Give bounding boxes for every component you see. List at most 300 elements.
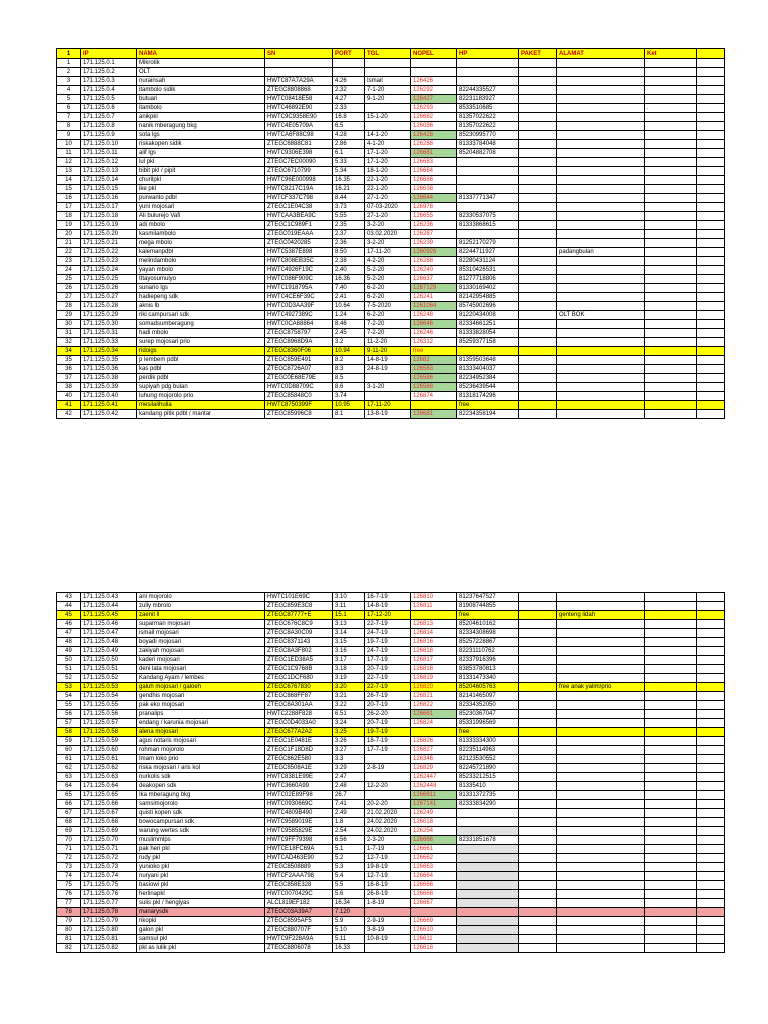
cell-port[interactable]: 2.38 — [333, 257, 365, 266]
cell-ket[interactable] — [645, 95, 697, 104]
cell-extra[interactable] — [697, 77, 725, 86]
cell-nama[interactable]: kandang pitik pdbl / mantar — [137, 410, 265, 419]
cell-no[interactable]: 34 — [57, 347, 81, 356]
cell-no[interactable]: 66 — [57, 800, 81, 809]
cell-no[interactable]: 60 — [57, 746, 81, 755]
cell-port[interactable]: 8.3 — [333, 365, 365, 374]
cell-alamat[interactable] — [557, 176, 645, 185]
cell-nopel[interactable]: 126667 — [411, 899, 457, 908]
cell-nama[interactable]: bibit pkl / pipit — [137, 167, 265, 176]
cell-extra[interactable] — [697, 935, 725, 944]
cell-paket[interactable] — [519, 401, 557, 410]
cell-no[interactable]: 72 — [57, 854, 81, 863]
cell-extra[interactable] — [697, 836, 725, 845]
cell-port[interactable]: 1.8 — [333, 818, 365, 827]
cell-sn[interactable]: ZTEGC8A3F802 — [265, 647, 333, 656]
cell-port[interactable]: 8.2 — [333, 356, 365, 365]
cell-extra[interactable] — [697, 755, 725, 764]
cell-extra[interactable] — [697, 302, 725, 311]
cell-no[interactable]: 42 — [57, 410, 81, 419]
cell-ip[interactable]: 171.125.0.25 — [81, 275, 137, 284]
cell-paket[interactable] — [519, 383, 557, 392]
cell-paket[interactable] — [519, 926, 557, 935]
cell-sn[interactable]: HWTCAD463E90 — [265, 854, 333, 863]
cell-alamat[interactable] — [557, 899, 645, 908]
cell-tgl[interactable]: 17-1-20 — [365, 158, 411, 167]
cell-alamat[interactable] — [557, 773, 645, 782]
cell-ket[interactable] — [645, 809, 697, 818]
cell-paket[interactable] — [519, 311, 557, 320]
cell-nama[interactable]: rohman mojorolo — [137, 746, 265, 755]
cell-ket[interactable] — [645, 374, 697, 383]
cell-port[interactable]: 3.73 — [333, 203, 365, 212]
cell-port[interactable]: 8.5 — [333, 374, 365, 383]
cell-paket[interactable] — [519, 890, 557, 899]
cell-sn[interactable]: ZTEGC85996C8 — [265, 410, 333, 419]
cell-tgl[interactable]: 18-7-19 — [365, 737, 411, 746]
cell-ket[interactable] — [645, 872, 697, 881]
cell-sn[interactable]: HWTC8381E99E — [265, 773, 333, 782]
cell-port[interactable]: 3.26 — [333, 737, 365, 746]
cell-no[interactable]: 32 — [57, 338, 81, 347]
cell-no[interactable]: 53 — [57, 683, 81, 692]
cell-ket[interactable] — [645, 737, 697, 746]
cell-hp[interactable]: 85236439544 — [457, 383, 519, 392]
cell-tgl[interactable]: 16-8-19 — [365, 881, 411, 890]
cell-sn[interactable] — [265, 59, 333, 68]
cell-ket[interactable] — [645, 410, 697, 419]
cell-sn[interactable]: HWTC9C9358E90 — [265, 113, 333, 122]
cell-sn[interactable]: ZTEGC8508889 — [265, 863, 333, 872]
cell-ket[interactable] — [645, 791, 697, 800]
cell-ket[interactable] — [645, 845, 697, 854]
cell-ket[interactable] — [645, 656, 697, 665]
cell-paket[interactable] — [519, 854, 557, 863]
cell-port[interactable]: 5.5 — [333, 881, 365, 890]
cell-ip[interactable]: 171.125.0.66 — [81, 800, 137, 809]
cell-extra[interactable] — [697, 266, 725, 275]
cell-hp[interactable]: 81333868615 — [457, 221, 519, 230]
cell-paket[interactable] — [519, 86, 557, 95]
cell-tgl[interactable]: 3-2-20 — [365, 239, 411, 248]
cell-nama[interactable]: kalemanpdbl — [137, 248, 265, 257]
cell-tgl[interactable]: 22-7-19 — [365, 674, 411, 683]
cell-sn[interactable]: HWTC87A7A29A — [265, 77, 333, 86]
cell-ip[interactable]: 171.125.0.77 — [81, 899, 137, 908]
cell-tgl[interactable]: 20-7-19 — [365, 719, 411, 728]
cell-alamat[interactable] — [557, 656, 645, 665]
cell-port[interactable]: 2.35 — [333, 221, 365, 230]
cell-extra[interactable] — [697, 737, 725, 746]
cell-hp[interactable] — [457, 863, 519, 872]
cell-ip[interactable]: 171.125.0.38 — [81, 374, 137, 383]
cell-no[interactable]: 28 — [57, 302, 81, 311]
cell-tgl[interactable]: Ismail — [365, 77, 411, 86]
cell-paket[interactable] — [519, 347, 557, 356]
cell-ip[interactable]: 171.125.0.64 — [81, 782, 137, 791]
cell-port[interactable]: 16.33 — [333, 944, 365, 953]
cell-paket[interactable] — [519, 593, 557, 602]
cell-ip[interactable]: 171.125.0.47 — [81, 629, 137, 638]
cell-tgl[interactable]: 03.02.2020 — [365, 230, 411, 239]
cell-nopel[interactable]: 126819 — [411, 674, 457, 683]
cell-ket[interactable] — [645, 86, 697, 95]
cell-nopel[interactable]: 126826 — [411, 737, 457, 746]
cell-hp[interactable]: 85230995770 — [457, 131, 519, 140]
cell-hp[interactable]: 85230367047 — [457, 710, 519, 719]
cell-paket[interactable] — [519, 95, 557, 104]
cell-hp[interactable]: 81908744855 — [457, 602, 519, 611]
cell-alamat[interactable] — [557, 908, 645, 917]
cell-paket[interactable] — [519, 620, 557, 629]
cell-no[interactable]: 16 — [57, 194, 81, 203]
cell-sn[interactable]: ZTEGC8371143 — [265, 638, 333, 647]
cell-alamat[interactable] — [557, 365, 645, 374]
cell-alamat[interactable] — [557, 674, 645, 683]
cell-sn[interactable]: ZTEGC7EC00090 — [265, 158, 333, 167]
cell-sn[interactable]: ZTEGC676C8C9 — [265, 620, 333, 629]
cell-paket[interactable] — [519, 77, 557, 86]
cell-hp[interactable]: 81333828054 — [457, 329, 519, 338]
cell-paket[interactable] — [519, 683, 557, 692]
cell-nopel[interactable]: 126288 — [411, 257, 457, 266]
cell-nopel[interactable]: 126586 — [411, 374, 457, 383]
cell-alamat[interactable] — [557, 104, 645, 113]
cell-port[interactable]: 7.40 — [333, 284, 365, 293]
cell-port[interactable]: 7.120 — [333, 908, 365, 917]
cell-alamat[interactable] — [557, 86, 645, 95]
cell-extra[interactable] — [697, 275, 725, 284]
cell-sn[interactable]: HWTC9FF79398 — [265, 836, 333, 845]
cell-alamat[interactable] — [557, 284, 645, 293]
cell-nama[interactable]: pak heri pkl — [137, 845, 265, 854]
cell-ip[interactable]: 171.125.0.1 — [81, 59, 137, 68]
cell-ket[interactable] — [645, 854, 697, 863]
cell-sn[interactable]: ZTEGC868FF87 — [265, 692, 333, 701]
cell-sn[interactable]: ZTEGC1ED38A5 — [265, 656, 333, 665]
cell-tgl[interactable]: 14-1-20 — [365, 131, 411, 140]
cell-port[interactable]: 3.16 — [333, 647, 365, 656]
cell-ket[interactable] — [645, 221, 697, 230]
cell-alamat[interactable] — [557, 374, 645, 383]
cell-extra[interactable] — [697, 656, 725, 665]
cell-no[interactable]: 11 — [57, 149, 81, 158]
cell-port[interactable]: 8.1 — [333, 410, 365, 419]
cell-alamat[interactable]: free anak yalim/prio — [557, 683, 645, 692]
cell-extra[interactable] — [697, 872, 725, 881]
cell-tgl[interactable]: 20-2-20 — [365, 800, 411, 809]
cell-paket[interactable] — [519, 935, 557, 944]
cell-sn[interactable]: HWTC9585829E — [265, 827, 333, 836]
cell-nama[interactable]: hadiepeng sdk — [137, 293, 265, 302]
cell-port[interactable]: 8.50 — [333, 248, 365, 257]
cell-ket[interactable] — [645, 692, 697, 701]
cell-tgl[interactable]: 9-1-20 — [365, 95, 411, 104]
cell-no[interactable]: 59 — [57, 737, 81, 746]
cell-nama[interactable]: luhung mojorolo prio — [137, 392, 265, 401]
cell-paket[interactable] — [519, 122, 557, 131]
cell-hp[interactable]: 81333404037 — [457, 365, 519, 374]
cell-nopel[interactable]: 126669 — [411, 917, 457, 926]
cell-port[interactable]: 2.33 — [333, 104, 365, 113]
cell-ket[interactable] — [645, 239, 697, 248]
cell-hp[interactable] — [457, 167, 519, 176]
cell-nopel[interactable]: 126817 — [411, 656, 457, 665]
cell-alamat[interactable] — [557, 836, 645, 845]
cell-paket[interactable] — [519, 221, 557, 230]
cell-sn[interactable]: HWTC96E000998 — [265, 176, 333, 185]
cell-nama[interactable]: ike pkl — [137, 185, 265, 194]
cell-nopel[interactable]: 126818 — [411, 647, 457, 656]
cell-alamat[interactable] — [557, 77, 645, 86]
cell-ip[interactable]: 171.125.0.63 — [81, 773, 137, 782]
cell-tgl[interactable]: 07-03-2020 — [365, 203, 411, 212]
cell-hp[interactable]: 82334352050 — [457, 701, 519, 710]
cell-nama[interactable]: rikopkl — [137, 917, 265, 926]
cell-hp[interactable]: 82235114963 — [457, 746, 519, 755]
cell-paket[interactable] — [519, 899, 557, 908]
cell-ket[interactable] — [645, 638, 697, 647]
cell-ip[interactable]: 171.125.0.69 — [81, 827, 137, 836]
cell-ket[interactable] — [645, 347, 697, 356]
cell-extra[interactable] — [697, 827, 725, 836]
cell-hp[interactable] — [457, 347, 519, 356]
cell-paket[interactable] — [519, 185, 557, 194]
cell-nopel[interactable]: 126683 — [411, 158, 457, 167]
cell-nopel[interactable]: 126813 — [411, 620, 457, 629]
cell-nopel[interactable]: 126662 — [411, 854, 457, 863]
cell-paket[interactable] — [519, 944, 557, 953]
cell-no[interactable]: 24 — [57, 266, 81, 275]
cell-paket[interactable] — [519, 212, 557, 221]
cell-hp[interactable]: 81331473340 — [457, 674, 519, 683]
cell-hp[interactable]: 82142954885 — [457, 293, 519, 302]
cell-nama[interactable]: endang / karunia mojosari — [137, 719, 265, 728]
cell-nopel[interactable]: 126346 — [411, 755, 457, 764]
cell-ket[interactable] — [645, 827, 697, 836]
cell-sn[interactable]: ZTEGC880707F — [265, 926, 333, 935]
cell-nama[interactable]: zully mbrolo — [137, 602, 265, 611]
cell-extra[interactable] — [697, 122, 725, 131]
cell-paket[interactable] — [519, 176, 557, 185]
cell-extra[interactable] — [697, 593, 725, 602]
cell-alamat[interactable] — [557, 221, 645, 230]
cell-extra[interactable] — [697, 854, 725, 863]
cell-hp[interactable]: 81318174296 — [457, 392, 519, 401]
cell-sn[interactable]: HWTC0CA68864 — [265, 320, 333, 329]
cell-port[interactable]: 26.7 — [333, 791, 365, 800]
cell-alamat[interactable] — [557, 701, 645, 710]
cell-sn[interactable]: HWTC4E05709A — [265, 122, 333, 131]
cell-hp[interactable]: 82231183927 — [457, 95, 519, 104]
cell-nopel[interactable]: 126827 — [411, 746, 457, 755]
cell-hp[interactable] — [457, 203, 519, 212]
cell-no[interactable]: 47 — [57, 629, 81, 638]
cell-ket[interactable] — [645, 611, 697, 620]
cell-ket[interactable] — [645, 863, 697, 872]
cell-extra[interactable] — [697, 383, 725, 392]
cell-tgl[interactable] — [365, 791, 411, 800]
cell-nopel[interactable]: 126664 — [411, 872, 457, 881]
cell-ip[interactable]: 171.125.0.45 — [81, 611, 137, 620]
cell-no[interactable]: 27 — [57, 293, 81, 302]
cell-extra[interactable] — [697, 719, 725, 728]
cell-extra[interactable] — [697, 203, 725, 212]
cell-port[interactable]: 16.36 — [333, 275, 365, 284]
cell-alamat[interactable] — [557, 95, 645, 104]
cell-extra[interactable] — [697, 746, 725, 755]
cell-paket[interactable] — [519, 158, 557, 167]
cell-sn[interactable]: ZTEGC8808868 — [265, 86, 333, 95]
cell-nama[interactable]: Mikrotik — [137, 59, 265, 68]
cell-paket[interactable] — [519, 131, 557, 140]
cell-alamat[interactable] — [557, 809, 645, 818]
cell-extra[interactable] — [697, 890, 725, 899]
cell-no[interactable]: 63 — [57, 773, 81, 782]
cell-ip[interactable]: 171.125.0.27 — [81, 293, 137, 302]
cell-ket[interactable] — [645, 755, 697, 764]
cell-nama[interactable]: kas pdbl — [137, 365, 265, 374]
cell-extra[interactable] — [697, 611, 725, 620]
cell-extra[interactable] — [697, 338, 725, 347]
cell-no[interactable]: 71 — [57, 845, 81, 854]
cell-alamat[interactable] — [557, 863, 645, 872]
cell-nopel[interactable]: 126428 — [411, 131, 457, 140]
cell-nama[interactable]: ismail mojosari — [137, 629, 265, 638]
cell-tgl[interactable]: 6-2-20 — [365, 284, 411, 293]
cell-tgl[interactable] — [365, 755, 411, 764]
cell-paket[interactable] — [519, 338, 557, 347]
cell-ip[interactable]: 171.125.0.20 — [81, 230, 137, 239]
cell-ip[interactable]: 171.125.0.7 — [81, 113, 137, 122]
cell-port[interactable]: 2.37 — [333, 230, 365, 239]
cell-no[interactable]: 74 — [57, 872, 81, 881]
cell-tgl[interactable]: 5-2-20 — [365, 266, 411, 275]
cell-sn[interactable]: ZTEGC1DCF680 — [265, 674, 333, 683]
cell-nama[interactable]: ridoigs — [137, 347, 265, 356]
cell-nopel[interactable]: 126814 — [411, 629, 457, 638]
cell-tgl[interactable]: 17-7-19 — [365, 656, 411, 665]
cell-extra[interactable] — [697, 773, 725, 782]
cell-paket[interactable] — [519, 602, 557, 611]
cell-alamat[interactable] — [557, 881, 645, 890]
cell-paket[interactable] — [519, 284, 557, 293]
cell-nama[interactable]: riskakopen sidik — [137, 140, 265, 149]
cell-alamat[interactable] — [557, 737, 645, 746]
cell-no[interactable]: 78 — [57, 908, 81, 917]
cell-nama[interactable]: bowocampursari sdk — [137, 818, 265, 827]
cell-nopel[interactable] — [411, 68, 457, 77]
cell-paket[interactable] — [519, 638, 557, 647]
cell-ket[interactable]: . — [645, 104, 697, 113]
cell-port[interactable]: 6.1 — [333, 149, 365, 158]
cell-ip[interactable]: 171.125.0.24 — [81, 266, 137, 275]
cell-nopel[interactable]: 126427 — [411, 95, 457, 104]
cell-nopel[interactable]: 126248 — [411, 311, 457, 320]
cell-port[interactable]: 2.45 — [333, 329, 365, 338]
cell-nopel[interactable]: 126293 — [411, 104, 457, 113]
cell-no[interactable]: 79 — [57, 917, 81, 926]
cell-nama[interactable]: deni lata mojosari — [137, 665, 265, 674]
header-cell[interactable]: TGL — [365, 49, 411, 59]
cell-sn[interactable]: HWTC0D88709C — [265, 383, 333, 392]
cell-sn[interactable]: ZTEGC8726A07 — [265, 365, 333, 374]
cell-hp[interactable] — [457, 809, 519, 818]
cell-ket[interactable] — [645, 185, 697, 194]
cell-tgl[interactable]: 3-1-20 — [365, 383, 411, 392]
cell-ip[interactable]: 171.125.0.4 — [81, 86, 137, 95]
cell-hp[interactable]: 82234358194 — [457, 410, 519, 419]
cell-ip[interactable]: 171.125.0.71 — [81, 845, 137, 854]
cell-paket[interactable] — [519, 374, 557, 383]
cell-nopel[interactable]: 126666 — [411, 881, 457, 890]
cell-ip[interactable]: 171.125.0.16 — [81, 194, 137, 203]
cell-ket[interactable] — [645, 836, 697, 845]
cell-sn[interactable]: ZTEGC859E491 — [265, 356, 333, 365]
cell-paket[interactable] — [519, 647, 557, 656]
cell-ip[interactable]: 171.125.0.53 — [81, 683, 137, 692]
cell-alamat[interactable] — [557, 800, 645, 809]
cell-alamat[interactable] — [557, 746, 645, 755]
cell-ip[interactable]: 171.125.0.29 — [81, 311, 137, 320]
cell-port[interactable]: 2.86 — [333, 140, 365, 149]
cell-ket[interactable] — [645, 926, 697, 935]
cell-port[interactable]: 2.40 — [333, 266, 365, 275]
cell-no[interactable]: 55 — [57, 701, 81, 710]
cell-nama[interactable]: purwanto pdbl — [137, 194, 265, 203]
cell-nopel[interactable]: 126240 — [411, 266, 457, 275]
cell-ip[interactable]: 171.125.0.54 — [81, 692, 137, 701]
cell-tgl[interactable]: 13-8-19 — [365, 410, 411, 419]
cell-nama[interactable]: gendhis mojosari — [137, 692, 265, 701]
cell-paket[interactable] — [519, 782, 557, 791]
cell-ket[interactable] — [645, 77, 697, 86]
cell-no[interactable]: 41 — [57, 401, 81, 410]
cell-nama[interactable]: samsimojorolo — [137, 800, 265, 809]
cell-ket[interactable] — [645, 392, 697, 401]
cell-ip[interactable]: 171.125.0.55 — [81, 701, 137, 710]
cell-alamat[interactable] — [557, 203, 645, 212]
cell-ket[interactable] — [645, 881, 697, 890]
cell-hp[interactable]: 85257228867 — [457, 638, 519, 647]
cell-nopel[interactable]: 1261064 — [411, 302, 457, 311]
cell-tgl[interactable]: 11-2-20 — [365, 338, 411, 347]
cell-sn[interactable]: HWTC5387E898 — [265, 248, 333, 257]
cell-hp[interactable] — [457, 917, 519, 926]
cell-hp[interactable]: 81252170279 — [457, 239, 519, 248]
cell-nama[interactable]: pkl as lulik pkl — [137, 944, 265, 953]
cell-paket[interactable] — [519, 257, 557, 266]
cell-paket[interactable] — [519, 293, 557, 302]
cell-tgl[interactable]: 3-8-19 — [365, 926, 411, 935]
cell-alamat[interactable] — [557, 392, 645, 401]
cell-no[interactable]: 15 — [57, 185, 81, 194]
cell-nopel[interactable]: 126246 — [411, 329, 457, 338]
cell-tgl[interactable]: 26-2-20 — [365, 710, 411, 719]
cell-alamat[interactable] — [557, 728, 645, 737]
cell-port[interactable]: 5.34 — [333, 167, 365, 176]
cell-sn[interactable]: ZTEGC859E3C8 — [265, 602, 333, 611]
cell-tgl[interactable]: 24.02.2020 — [365, 818, 411, 827]
cell-nopel[interactable]: 126655 — [411, 212, 457, 221]
cell-alamat[interactable] — [557, 827, 645, 836]
cell-ket[interactable] — [645, 257, 697, 266]
cell-ket[interactable] — [645, 746, 697, 755]
cell-extra[interactable] — [697, 683, 725, 692]
cell-alamat[interactable] — [557, 410, 645, 419]
cell-sn[interactable]: HWTC8217C19A — [265, 185, 333, 194]
cell-hp[interactable]: free — [457, 401, 519, 410]
